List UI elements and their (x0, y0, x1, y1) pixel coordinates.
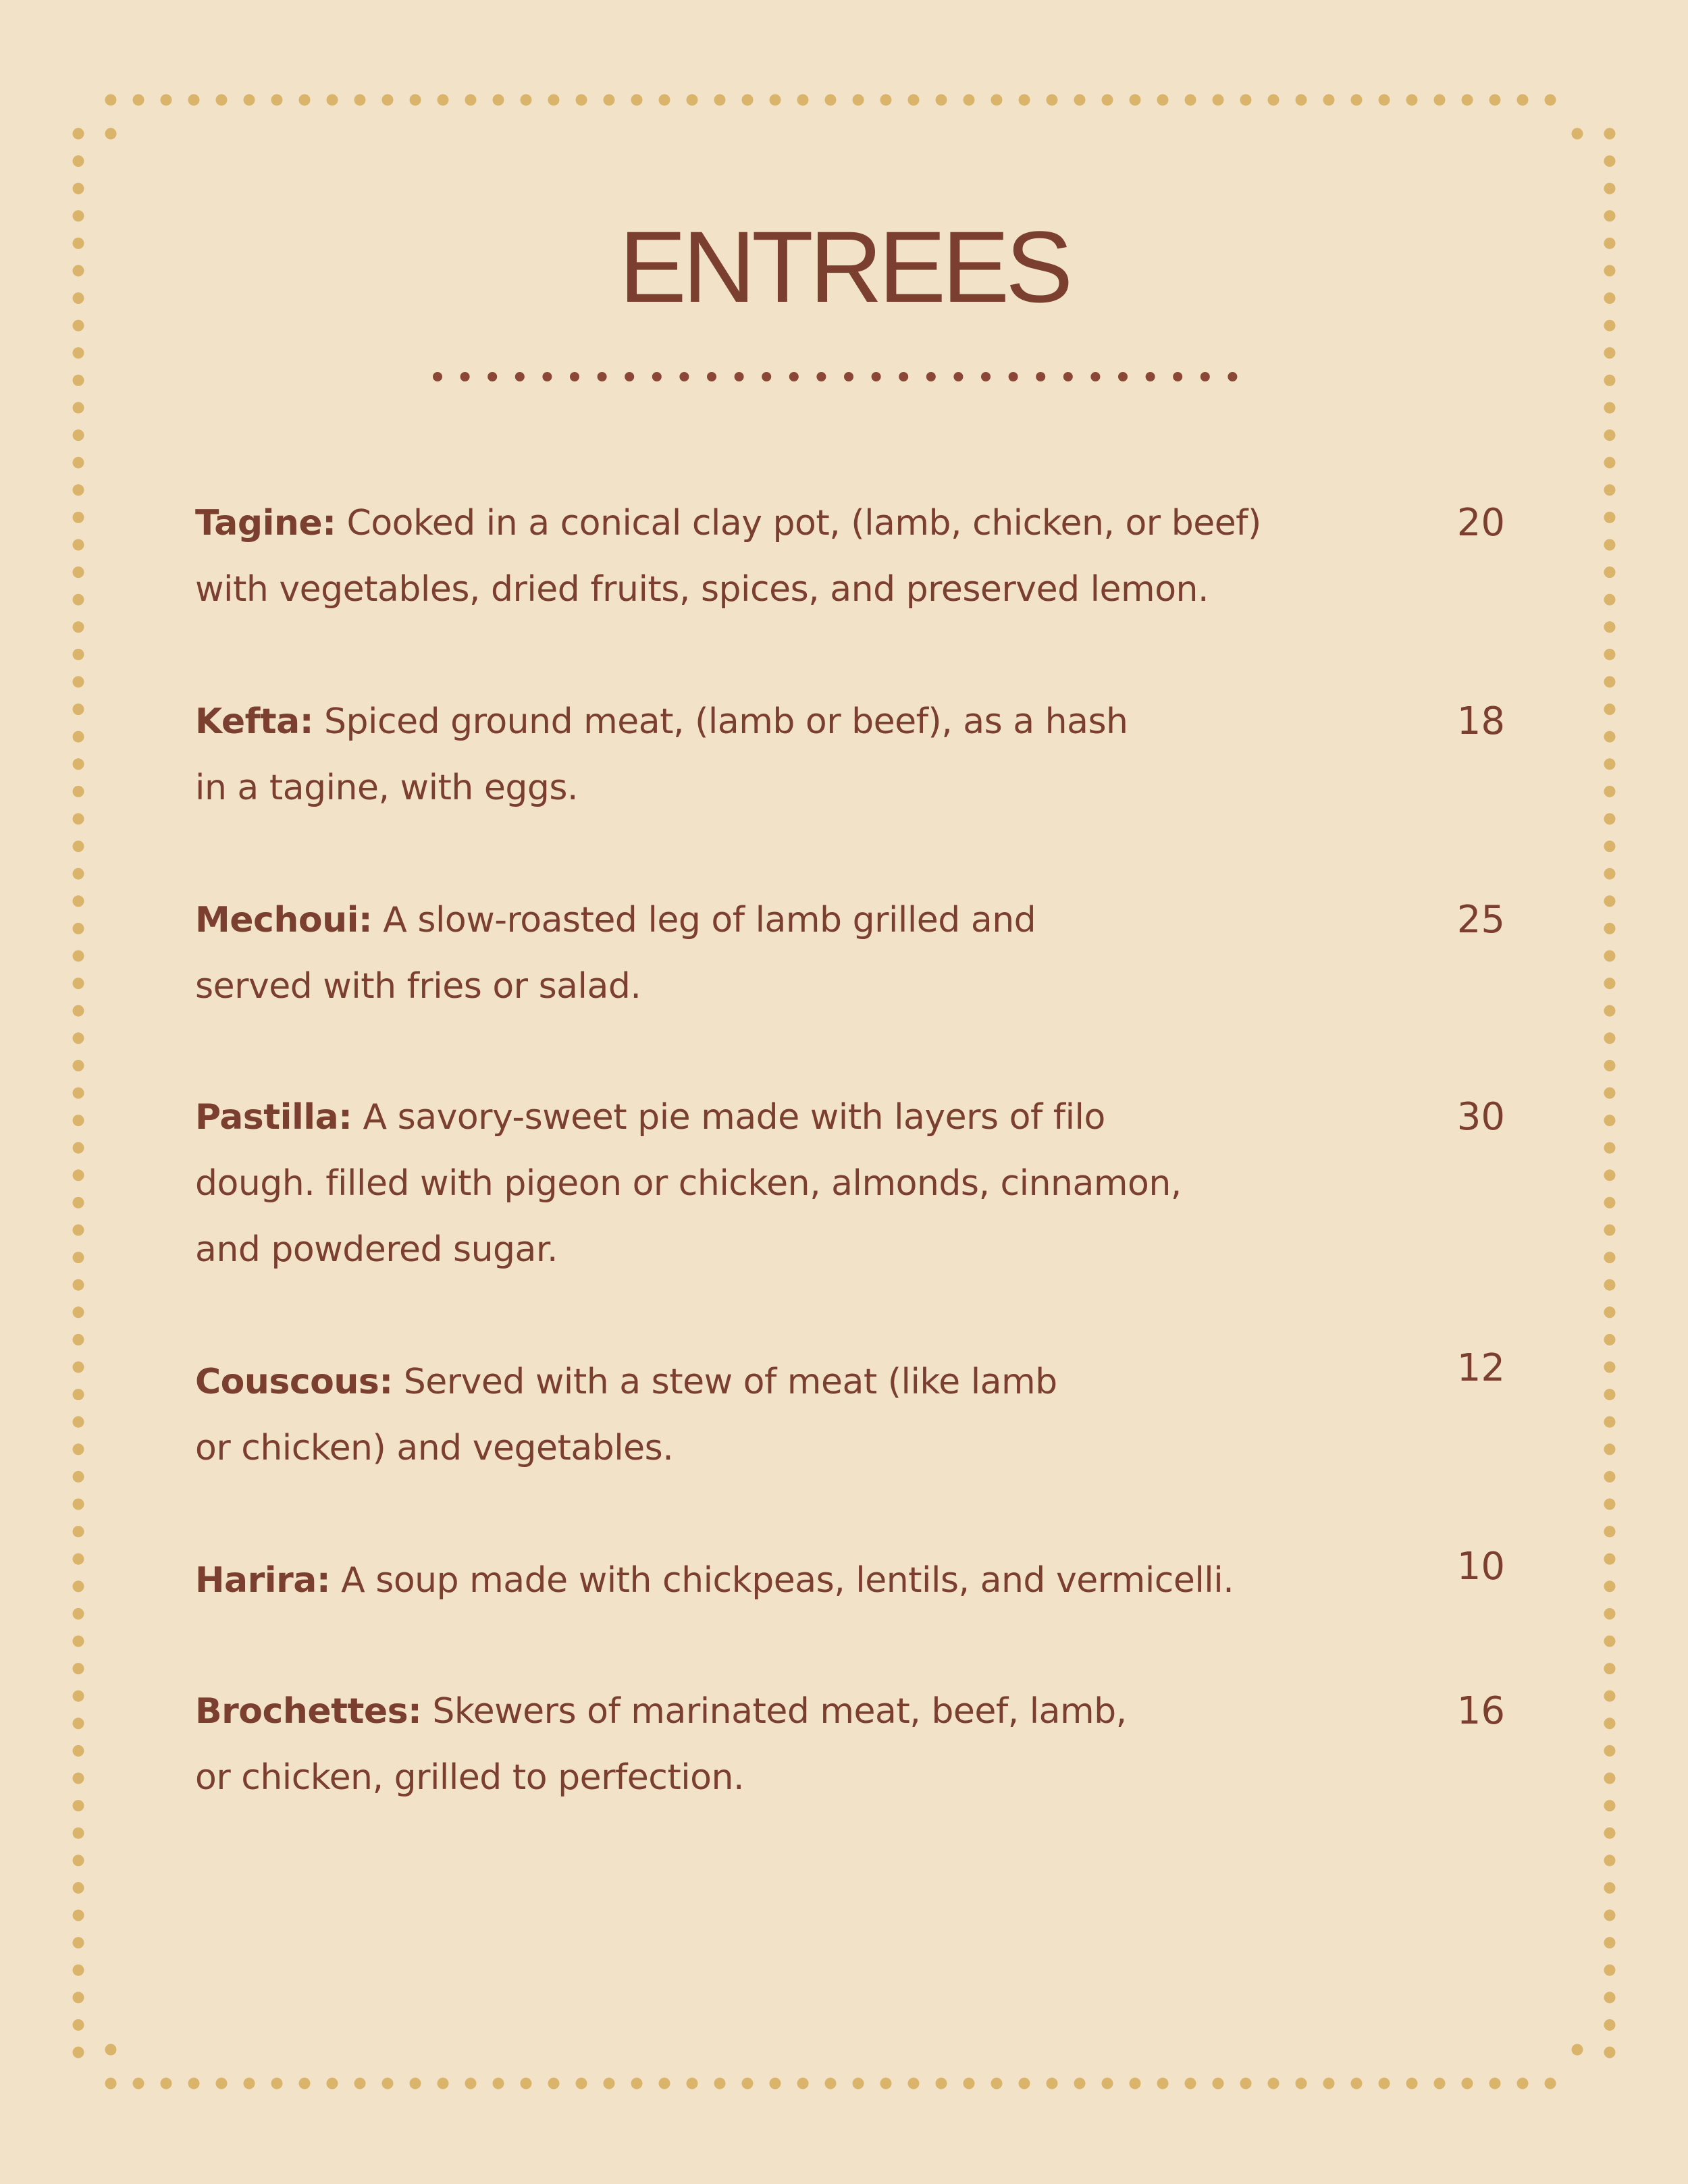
item-name: Brochettes: (195, 1691, 422, 1732)
menu-item-mechoui (195, 887, 1505, 1019)
menu-item-kefta (195, 689, 1505, 821)
item-name: Harira: (195, 1560, 331, 1601)
item-name: Kefta: (195, 701, 314, 742)
item-price: 16 (1456, 1689, 1505, 1733)
item-description: A slow-roasted leg of lamb grilled and served with fries or salad. (195, 900, 1036, 1007)
menu-item-couscous (195, 1346, 1505, 1481)
menu-item-pastilla (195, 1084, 1505, 1283)
menu-items (195, 0, 1505, 2184)
menu-item-harira (195, 1547, 1505, 1614)
item-name: Couscous: (195, 1362, 393, 1402)
item-name: Pastilla: (195, 1097, 352, 1138)
item-price: 30 (1456, 1095, 1505, 1139)
menu-item-tagine (195, 490, 1505, 622)
item-name: Mechoui: (195, 900, 373, 940)
item-price: 10 (1456, 1545, 1505, 1589)
item-name: Tagine: (195, 503, 336, 543)
item-description: Served with a stew of meat (like lamb or chicken) and vegetables. (195, 1362, 1057, 1468)
item-price: 25 (1456, 898, 1505, 942)
item-description: Spiced ground meat, (lamb or beef), as a hash in a tagine, with eggs. (195, 701, 1128, 808)
item-description: A savory-sweet pie made with layers of filo dough. filled with pigeon or chicken, almonds, cinnamon, and powdered sugar. (195, 1097, 1182, 1270)
item-description: Skewers of marinated meat, beef, lamb, or chicken, grilled to perfection. (195, 1691, 1127, 1798)
item-description: Cooked in a conical clay pot, (lamb, chicken, or beef) with vegetables, dried fruits, spices, and preserved lemon. (195, 503, 1261, 610)
menu-item-brochettes (195, 1678, 1505, 1811)
item-price: 12 (1456, 1346, 1505, 1390)
page-title: ENTREES (618, 210, 1070, 323)
item-price: 18 (1456, 699, 1505, 743)
item-price: 20 (1456, 501, 1505, 545)
item-description: A soup made with chickpeas, lentils, and vermicelli. (330, 1560, 1234, 1601)
